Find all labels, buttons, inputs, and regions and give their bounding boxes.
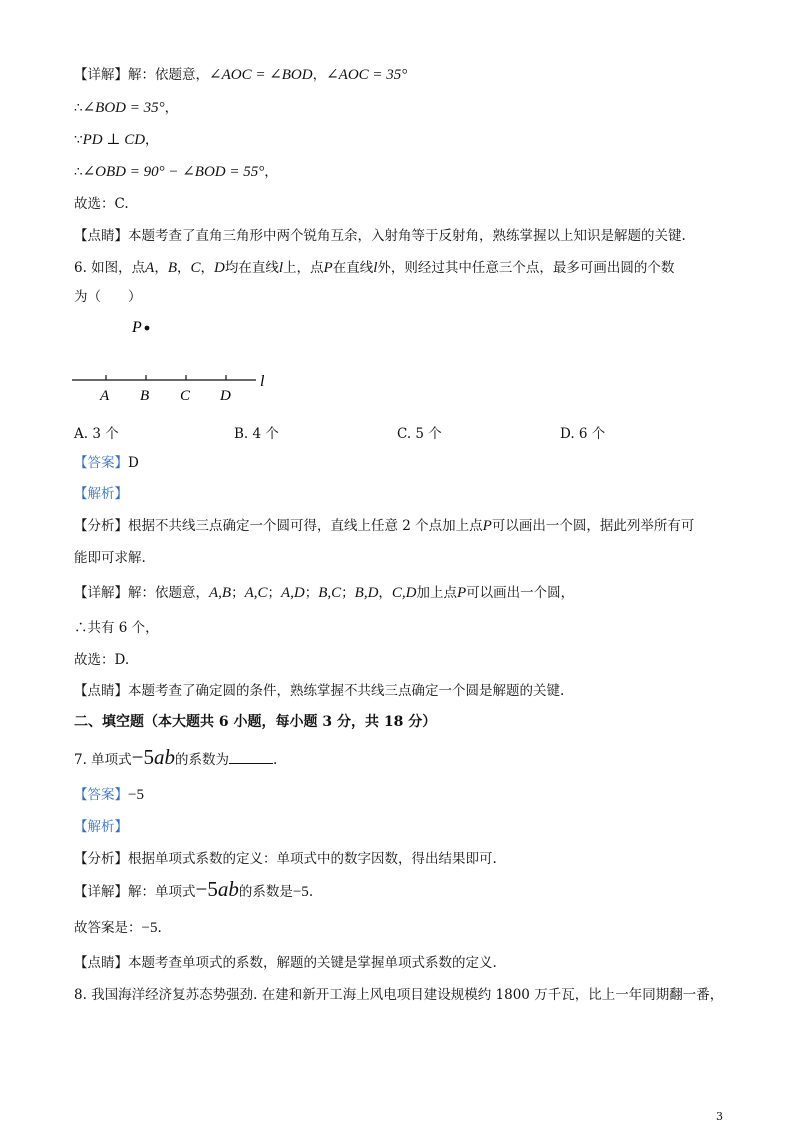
detail-tag: 【详解】 — [74, 67, 128, 83]
point-p-dot — [145, 326, 150, 331]
detail-line-2: ∴∠BOD = 35°， — [74, 100, 179, 116]
detail-line-4: ∴∠OBD = 90° − ∠BOD = 55°， — [74, 164, 278, 180]
analysis-tag-7: 【解析】 — [74, 819, 128, 835]
question-6-line-2: 为（ ） — [74, 289, 142, 305]
label-b: B — [140, 388, 150, 404]
comment-tag: 【点睛】 — [74, 228, 128, 244]
label-d: D — [220, 388, 231, 404]
answer-blank — [229, 751, 273, 764]
section-heading: 二、填空题（本大题共 6 小题，每小题 3 分，共 18 分） — [74, 714, 437, 730]
question-8: 8. 我国海洋经济复苏态势强劲. 在建和新开工海上风电项目建设规模约 1800 万千瓦，比上一年同期翻一番， — [74, 987, 724, 1003]
label-a: A — [100, 388, 110, 404]
choice-line-6: 故选：D. — [74, 652, 130, 668]
analysis-6-line-2: 能即可求解. — [74, 550, 146, 566]
analysis-7: 【分析】根据单项式系数的定义：单项式中的数字因数，得出结果即可. — [74, 851, 497, 867]
detail-6: 【详解】解：依题意，A,B；A,C；A,D；B,C；B,D，C,D加上点P可以画出一个圆， — [74, 585, 575, 601]
question-6: 6. 如图，点A，B，C，D均在直线l上，点P在直线l外，则经过其中任意三个点，最多可画出圆的个数 — [74, 260, 675, 276]
math-expression: ∠AOC = ∠BOD — [209, 67, 313, 83]
answer-7: 【答案】−5 — [74, 787, 144, 803]
analysis-tag-6: 【解析】 — [74, 486, 128, 502]
option-a: A. 3 个 — [74, 426, 119, 442]
math-expression: ∠OBD = 90° − ∠BOD = 55° — [82, 164, 265, 180]
comment-6: 【点睛】本题考查了确定圆的条件，熟练掌握不共线三点确定一个圆是解题的关键. — [74, 683, 565, 699]
label-c: C — [180, 388, 191, 404]
comment-7: 【点睛】本题考查单项式的系数，解题的关键是掌握单项式系数的定义. — [74, 955, 497, 971]
line-l-label: l — [260, 373, 265, 390]
math-expression: ∠BOD = 35° — [82, 100, 165, 116]
answer-tag: 【答案】 — [74, 455, 128, 471]
detail-line-3: ∵PD ⊥ CD， — [74, 132, 159, 148]
option-c: C. 5 个 — [397, 426, 442, 442]
analysis-6: 【分析】根据不共线三点确定一个圆可得，直线上任意 2 个点加上点P可以画出一个圆，据此列举所有可 — [74, 518, 695, 534]
option-d: D. 6 个 — [560, 426, 606, 442]
total-line: ∴共有 6 个， — [74, 620, 159, 636]
answer-6: 【答案】D — [74, 455, 139, 471]
math-expression: PD ⊥ CD — [82, 132, 146, 148]
math-expression: ∠AOC = 35° — [326, 67, 408, 83]
question-7: 7. 单项式−5ab的系数为 . — [74, 745, 278, 769]
page-number: 3 — [716, 1110, 723, 1123]
comment-line: 【点睛】本题考查了直角三角形中两个锐角互余，入射角等于反射角，熟练掌握以上知识是解题的关键. — [74, 228, 686, 244]
detail-7: 【详解】解：单项式−5ab的系数是−5. — [74, 877, 314, 901]
geometry-figure — [66, 314, 286, 410]
answer-line-7: 故答案是：−5. — [74, 920, 162, 936]
point-p-label: P — [132, 319, 142, 336]
option-b: B. 4 个 — [234, 426, 279, 442]
choice-line: 故选：C. — [74, 196, 129, 212]
detail-line-1: 【详解】解：依题意，∠AOC = ∠BOD，∠AOC = 35° — [74, 67, 408, 83]
